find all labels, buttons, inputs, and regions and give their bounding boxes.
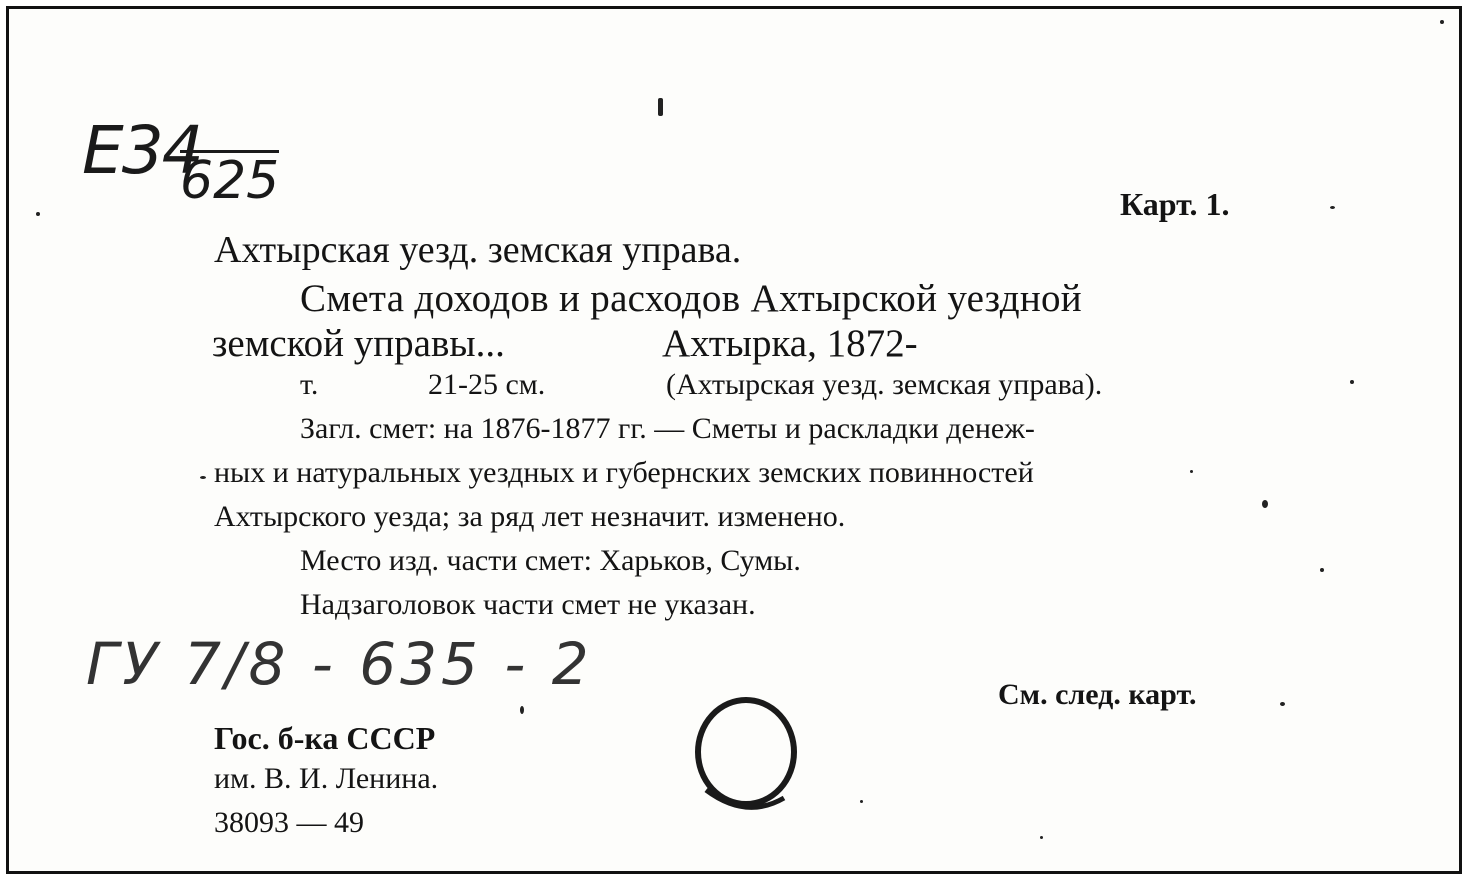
library-code: 38093 — 49 <box>214 806 364 839</box>
card-number: Карт. 1. <box>1120 186 1230 222</box>
physical-t: т. <box>300 368 319 401</box>
physical-size: 21-25 см. <box>428 368 546 401</box>
shelfmark-sub: 625 <box>180 151 280 211</box>
note-2: Место изд. части смет: Харьков, Сумы. <box>300 544 801 577</box>
title-line-2b: Ахтырка, 1872- <box>662 322 918 365</box>
note-1-line-1: Загл. смет: на 1876-1877 гг. — Сметы и раскладки денеж- <box>300 412 1035 445</box>
series-note: (Ахтырская уезд. земская управа). <box>666 368 1103 401</box>
note-1-line-3: Ахтырского уезда; за ряд лет незначит. изменено. <box>214 500 846 533</box>
library-name: Гос. б-ка СССР <box>214 720 436 756</box>
handwritten-shelfmark-top-sub <box>180 150 280 211</box>
shelfmark-main: Е34 <box>82 112 202 189</box>
library-stamp-icon <box>686 690 806 820</box>
title-line-1: Смета доходов и расходов Ахтырской уездной <box>300 277 1082 320</box>
note-3: Надзаголовок части смет не указан. <box>300 588 756 621</box>
note-1-line-2: ных и натуральных уездных и губернских земских повинностей <box>214 456 1034 489</box>
handwritten-shelfmark-bottom: ГУ 7/8 - 635 - 2 <box>86 630 593 698</box>
heading: Ахтырская уезд. земская управа. <box>214 229 742 271</box>
see-next-card: См. след. карт. <box>998 678 1197 711</box>
title-line-2a: земской управы... <box>212 322 505 365</box>
library-name-line-2: им. В. И. Ленина. <box>214 762 439 795</box>
